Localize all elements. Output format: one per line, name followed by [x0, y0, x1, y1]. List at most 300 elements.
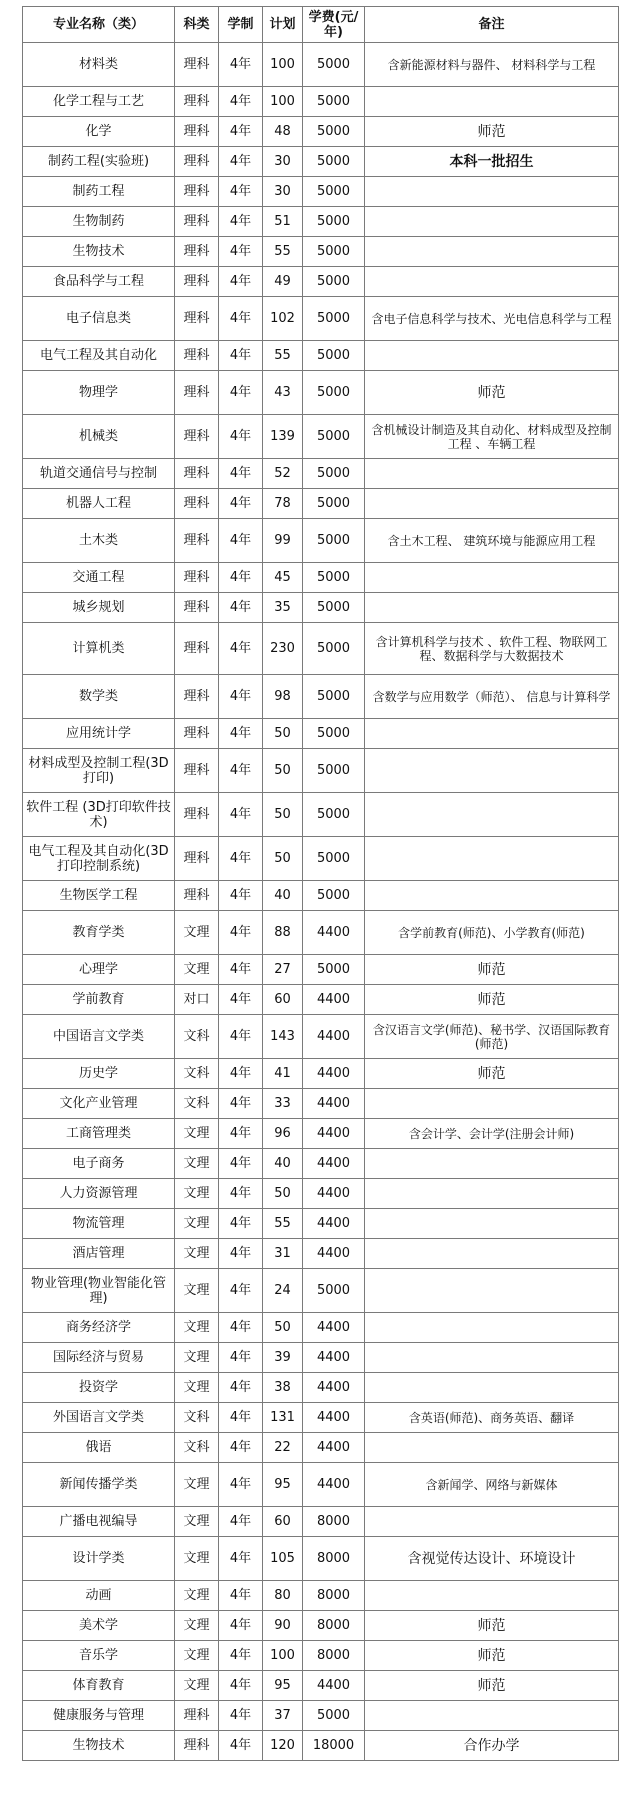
major-name-cell: 教育学类 — [23, 911, 175, 955]
table-row — [23, 881, 619, 911]
plan-cell: 40 — [263, 881, 303, 911]
table-row — [23, 489, 619, 519]
plan-cell: 50 — [263, 1179, 303, 1209]
duration-cell: 4年 — [219, 489, 263, 519]
major-name-cell: 应用统计学 — [23, 719, 175, 749]
table-row — [23, 719, 619, 749]
duration-cell: 4年 — [219, 87, 263, 117]
tuition-cell: 5000 — [303, 489, 365, 519]
major-name-cell: 商务经济学 — [23, 1313, 175, 1343]
plan-cell: 51 — [263, 207, 303, 237]
tuition-cell: 4400 — [303, 1343, 365, 1373]
tuition-cell: 5000 — [303, 563, 365, 593]
plan-cell: 78 — [263, 489, 303, 519]
plan-cell: 105 — [263, 1537, 303, 1581]
category-cell: 文科 — [175, 1089, 219, 1119]
remarks-cell — [365, 1239, 619, 1269]
remarks-cell — [365, 881, 619, 911]
remarks-cell — [365, 1313, 619, 1343]
plan-cell: 35 — [263, 593, 303, 623]
remarks-cell: 含土木工程、 建筑环境与能源应用工程 — [365, 519, 619, 563]
table-row — [23, 519, 619, 563]
table-row — [23, 1059, 619, 1089]
category-cell: 对口 — [175, 985, 219, 1015]
header-category: 科类 — [175, 7, 219, 43]
plan-cell: 48 — [263, 117, 303, 147]
remarks-cell — [365, 563, 619, 593]
remarks-cell — [365, 593, 619, 623]
table-row — [23, 459, 619, 489]
table-row — [23, 1343, 619, 1373]
plan-cell: 45 — [263, 563, 303, 593]
header-tuition: 学费(元/年) — [303, 7, 365, 43]
category-cell: 文理 — [175, 1611, 219, 1641]
duration-cell: 4年 — [219, 177, 263, 207]
category-cell: 理科 — [175, 719, 219, 749]
category-cell: 文理 — [175, 1119, 219, 1149]
major-name-cell: 土木类 — [23, 519, 175, 563]
major-name-cell: 美术学 — [23, 1611, 175, 1641]
category-cell: 文科 — [175, 1059, 219, 1089]
table-row — [23, 563, 619, 593]
duration-cell: 4年 — [219, 371, 263, 415]
tuition-cell: 5000 — [303, 837, 365, 881]
tuition-cell: 5000 — [303, 43, 365, 87]
table-row — [23, 297, 619, 341]
tuition-cell: 4400 — [303, 1089, 365, 1119]
table-row — [23, 1209, 619, 1239]
table-row — [23, 837, 619, 881]
tuition-cell: 5000 — [303, 87, 365, 117]
category-cell: 理科 — [175, 371, 219, 415]
duration-cell: 4年 — [219, 43, 263, 87]
duration-cell: 4年 — [219, 793, 263, 837]
major-name-cell: 数学类 — [23, 675, 175, 719]
tuition-cell: 5000 — [303, 267, 365, 297]
table-row — [23, 341, 619, 371]
category-cell: 文理 — [175, 1507, 219, 1537]
category-cell: 文理 — [175, 1581, 219, 1611]
category-cell: 理科 — [175, 1731, 219, 1761]
remarks-cell — [365, 177, 619, 207]
remarks-cell — [365, 341, 619, 371]
category-cell: 理科 — [175, 297, 219, 341]
plan-cell: 50 — [263, 719, 303, 749]
tuition-cell: 5000 — [303, 519, 365, 563]
category-cell: 理科 — [175, 881, 219, 911]
remarks-cell: 含视觉传达设计、环境设计 — [365, 1537, 619, 1581]
plan-cell: 50 — [263, 793, 303, 837]
major-name-cell: 电气工程及其自动化(3D打印控制系统) — [23, 837, 175, 881]
major-name-cell: 国际经济与贸易 — [23, 1343, 175, 1373]
duration-cell: 4年 — [219, 911, 263, 955]
plan-cell: 98 — [263, 675, 303, 719]
tuition-cell: 5000 — [303, 415, 365, 459]
table-row — [23, 793, 619, 837]
remarks-cell: 师范 — [365, 1059, 619, 1089]
duration-cell: 4年 — [219, 1433, 263, 1463]
tuition-cell: 5000 — [303, 675, 365, 719]
duration-cell: 4年 — [219, 1239, 263, 1269]
duration-cell: 4年 — [219, 459, 263, 489]
major-name-cell: 食品科学与工程 — [23, 267, 175, 297]
duration-cell: 4年 — [219, 1179, 263, 1209]
remarks-cell: 含学前教育(师范)、小学教育(师范) — [365, 911, 619, 955]
remarks-cell: 师范 — [365, 117, 619, 147]
tuition-cell: 8000 — [303, 1611, 365, 1641]
remarks-cell — [365, 207, 619, 237]
table-row — [23, 43, 619, 87]
major-name-cell: 生物技术 — [23, 1731, 175, 1761]
tuition-cell: 5000 — [303, 623, 365, 675]
tuition-cell: 5000 — [303, 341, 365, 371]
major-name-cell: 健康服务与管理 — [23, 1701, 175, 1731]
table-row — [23, 985, 619, 1015]
plan-cell: 31 — [263, 1239, 303, 1269]
plan-cell: 27 — [263, 955, 303, 985]
remarks-cell — [365, 1343, 619, 1373]
category-cell: 文理 — [175, 1641, 219, 1671]
category-cell: 理科 — [175, 341, 219, 371]
header-remarks: 备注 — [365, 7, 619, 43]
duration-cell: 4年 — [219, 1313, 263, 1343]
table-row — [23, 147, 619, 177]
tuition-cell: 18000 — [303, 1731, 365, 1761]
plan-cell: 95 — [263, 1671, 303, 1701]
plan-cell: 60 — [263, 985, 303, 1015]
category-cell: 文理 — [175, 1373, 219, 1403]
remarks-cell: 含新能源材料与器件、 材料科学与工程 — [365, 43, 619, 87]
remarks-cell — [365, 749, 619, 793]
major-name-cell: 制药工程 — [23, 177, 175, 207]
major-name-cell: 化学工程与工艺 — [23, 87, 175, 117]
remarks-cell — [365, 1149, 619, 1179]
category-cell: 理科 — [175, 623, 219, 675]
table-row — [23, 1701, 619, 1731]
remarks-cell: 师范 — [365, 955, 619, 985]
plan-cell: 90 — [263, 1611, 303, 1641]
category-cell: 理科 — [175, 593, 219, 623]
tuition-cell: 4400 — [303, 1015, 365, 1059]
plan-cell: 100 — [263, 1641, 303, 1671]
table-row — [23, 1433, 619, 1463]
plan-cell: 96 — [263, 1119, 303, 1149]
plan-cell: 100 — [263, 43, 303, 87]
plan-cell: 55 — [263, 237, 303, 267]
plan-cell: 55 — [263, 341, 303, 371]
duration-cell: 4年 — [219, 297, 263, 341]
duration-cell: 4年 — [219, 623, 263, 675]
table-row — [23, 371, 619, 415]
table-row — [23, 1537, 619, 1581]
major-name-cell: 制药工程(实验班) — [23, 147, 175, 177]
admission-plan-table — [22, 6, 619, 1761]
duration-cell: 4年 — [219, 207, 263, 237]
table-row — [23, 675, 619, 719]
duration-cell: 4年 — [219, 1343, 263, 1373]
major-name-cell: 机器人工程 — [23, 489, 175, 519]
remarks-cell: 含数学与应用数学（师范）、 信息与计算科学 — [365, 675, 619, 719]
tuition-cell: 5000 — [303, 207, 365, 237]
duration-cell: 4年 — [219, 593, 263, 623]
category-cell: 理科 — [175, 489, 219, 519]
remarks-cell: 含汉语言文学(师范)、秘书学、汉语国际教育(师范) — [365, 1015, 619, 1059]
duration-cell: 4年 — [219, 1089, 263, 1119]
major-name-cell: 物理学 — [23, 371, 175, 415]
category-cell: 文理 — [175, 1149, 219, 1179]
table-row — [23, 237, 619, 267]
table-row — [23, 117, 619, 147]
table-row — [23, 1269, 619, 1313]
header-row — [23, 7, 619, 43]
major-name-cell: 材料类 — [23, 43, 175, 87]
major-name-cell: 广播电视编导 — [23, 1507, 175, 1537]
duration-cell: 4年 — [219, 1015, 263, 1059]
tuition-cell: 5000 — [303, 881, 365, 911]
duration-cell: 4年 — [219, 955, 263, 985]
tuition-cell: 5000 — [303, 297, 365, 341]
table-row — [23, 1373, 619, 1403]
table-row — [23, 1611, 619, 1641]
table-row — [23, 1731, 619, 1761]
major-name-cell: 机械类 — [23, 415, 175, 459]
remarks-cell — [365, 237, 619, 267]
major-name-cell: 生物医学工程 — [23, 881, 175, 911]
duration-cell: 4年 — [219, 117, 263, 147]
duration-cell: 4年 — [219, 675, 263, 719]
tuition-cell: 5000 — [303, 719, 365, 749]
tuition-cell: 4400 — [303, 1313, 365, 1343]
duration-cell: 4年 — [219, 1701, 263, 1731]
remarks-cell: 师范 — [365, 1671, 619, 1701]
category-cell: 理科 — [175, 793, 219, 837]
table-row — [23, 87, 619, 117]
plan-cell: 41 — [263, 1059, 303, 1089]
header-duration: 学制 — [219, 7, 263, 43]
table-row — [23, 415, 619, 459]
tuition-cell: 8000 — [303, 1507, 365, 1537]
category-cell: 文科 — [175, 1015, 219, 1059]
major-name-cell: 文化产业管理 — [23, 1089, 175, 1119]
major-name-cell: 工商管理类 — [23, 1119, 175, 1149]
tuition-cell: 4400 — [303, 1433, 365, 1463]
major-name-cell: 化学 — [23, 117, 175, 147]
table-row — [23, 207, 619, 237]
remarks-cell — [365, 719, 619, 749]
header-plan: 计划 — [263, 7, 303, 43]
major-name-cell: 中国语言文学类 — [23, 1015, 175, 1059]
tuition-cell: 4400 — [303, 1149, 365, 1179]
major-name-cell: 历史学 — [23, 1059, 175, 1089]
table-header — [23, 7, 619, 43]
duration-cell: 4年 — [219, 1059, 263, 1089]
remarks-cell: 师范 — [365, 985, 619, 1015]
category-cell: 文理 — [175, 1537, 219, 1581]
major-name-cell: 音乐学 — [23, 1641, 175, 1671]
remarks-cell: 含新闻学、网络与新媒体 — [365, 1463, 619, 1507]
major-name-cell: 轨道交通信号与控制 — [23, 459, 175, 489]
major-name-cell: 酒店管理 — [23, 1239, 175, 1269]
major-name-cell: 新闻传播学类 — [23, 1463, 175, 1507]
duration-cell: 4年 — [219, 1537, 263, 1581]
table-row — [23, 1641, 619, 1671]
duration-cell: 4年 — [219, 1403, 263, 1433]
tuition-cell: 5000 — [303, 177, 365, 207]
category-cell: 文理 — [175, 1179, 219, 1209]
category-cell: 文理 — [175, 1463, 219, 1507]
table-row — [23, 1179, 619, 1209]
plan-cell: 49 — [263, 267, 303, 297]
duration-cell: 4年 — [219, 881, 263, 911]
category-cell: 理科 — [175, 267, 219, 297]
category-cell: 文科 — [175, 1433, 219, 1463]
major-name-cell: 城乡规划 — [23, 593, 175, 623]
category-cell: 文理 — [175, 955, 219, 985]
table-row — [23, 1119, 619, 1149]
category-cell: 理科 — [175, 459, 219, 489]
remarks-cell — [365, 267, 619, 297]
tuition-cell: 5000 — [303, 1269, 365, 1313]
plan-cell: 24 — [263, 1269, 303, 1313]
tuition-cell: 4400 — [303, 1463, 365, 1507]
tuition-cell: 5000 — [303, 459, 365, 489]
duration-cell: 4年 — [219, 1209, 263, 1239]
duration-cell: 4年 — [219, 1671, 263, 1701]
duration-cell: 4年 — [219, 1269, 263, 1313]
plan-cell: 37 — [263, 1701, 303, 1731]
plan-cell: 50 — [263, 749, 303, 793]
table-row — [23, 1239, 619, 1269]
table-row — [23, 1015, 619, 1059]
duration-cell: 4年 — [219, 1641, 263, 1671]
plan-cell: 131 — [263, 1403, 303, 1433]
category-cell: 文理 — [175, 1313, 219, 1343]
tuition-cell: 5000 — [303, 593, 365, 623]
major-name-cell: 计算机类 — [23, 623, 175, 675]
major-name-cell: 交通工程 — [23, 563, 175, 593]
major-name-cell: 心理学 — [23, 955, 175, 985]
table-row — [23, 177, 619, 207]
duration-cell: 4年 — [219, 341, 263, 371]
category-cell: 理科 — [175, 237, 219, 267]
table-row — [23, 1507, 619, 1537]
plan-cell: 95 — [263, 1463, 303, 1507]
duration-cell: 4年 — [219, 563, 263, 593]
category-cell: 文科 — [175, 1403, 219, 1433]
plan-cell: 139 — [263, 415, 303, 459]
duration-cell: 4年 — [219, 985, 263, 1015]
category-cell: 理科 — [175, 207, 219, 237]
duration-cell: 4年 — [219, 1463, 263, 1507]
major-name-cell: 生物技术 — [23, 237, 175, 267]
plan-cell: 22 — [263, 1433, 303, 1463]
tuition-cell: 4400 — [303, 1209, 365, 1239]
plan-cell: 43 — [263, 371, 303, 415]
remarks-cell — [365, 1269, 619, 1313]
remarks-cell — [365, 1179, 619, 1209]
table-row — [23, 955, 619, 985]
remarks-cell — [365, 837, 619, 881]
duration-cell: 4年 — [219, 1731, 263, 1761]
duration-cell: 4年 — [219, 237, 263, 267]
major-name-cell: 外国语言文学类 — [23, 1403, 175, 1433]
duration-cell: 4年 — [219, 519, 263, 563]
remarks-cell: 含英语(师范)、商务英语、翻译 — [365, 1403, 619, 1433]
major-name-cell: 设计学类 — [23, 1537, 175, 1581]
table-row — [23, 623, 619, 675]
remarks-cell — [365, 1701, 619, 1731]
remarks-cell: 师范 — [365, 1611, 619, 1641]
remarks-cell: 师范 — [365, 371, 619, 415]
duration-cell: 4年 — [219, 1507, 263, 1537]
table-row — [23, 1149, 619, 1179]
category-cell: 文理 — [175, 911, 219, 955]
remarks-cell: 含会计学、会计学(注册会计师) — [365, 1119, 619, 1149]
plan-cell: 143 — [263, 1015, 303, 1059]
tuition-cell: 8000 — [303, 1581, 365, 1611]
major-name-cell: 材料成型及控制工程(3D打印) — [23, 749, 175, 793]
table-row — [23, 911, 619, 955]
major-name-cell: 生物制药 — [23, 207, 175, 237]
category-cell: 文理 — [175, 1209, 219, 1239]
remarks-cell: 含电子信息科学与技术、光电信息科学与工程 — [365, 297, 619, 341]
category-cell: 理科 — [175, 675, 219, 719]
major-name-cell: 软件工程 (3D打印软件技术) — [23, 793, 175, 837]
category-cell: 理科 — [175, 563, 219, 593]
major-name-cell: 学前教育 — [23, 985, 175, 1015]
table-row — [23, 1313, 619, 1343]
plan-cell: 99 — [263, 519, 303, 563]
header-major-name: 专业名称（类） — [23, 7, 175, 43]
remarks-cell: 含机械设计制造及其自动化、材料成型及控制工程 、车辆工程 — [365, 415, 619, 459]
duration-cell: 4年 — [219, 837, 263, 881]
major-name-cell: 电子商务 — [23, 1149, 175, 1179]
tuition-cell: 5000 — [303, 749, 365, 793]
major-name-cell: 电子信息类 — [23, 297, 175, 341]
category-cell: 文理 — [175, 1239, 219, 1269]
remarks-cell — [365, 1209, 619, 1239]
major-name-cell: 物流管理 — [23, 1209, 175, 1239]
plan-cell: 33 — [263, 1089, 303, 1119]
plan-cell: 39 — [263, 1343, 303, 1373]
remarks-cell — [365, 1373, 619, 1403]
major-name-cell: 人力资源管理 — [23, 1179, 175, 1209]
category-cell: 理科 — [175, 1701, 219, 1731]
category-cell: 理科 — [175, 415, 219, 459]
category-cell: 理科 — [175, 117, 219, 147]
plan-cell: 100 — [263, 87, 303, 117]
duration-cell: 4年 — [219, 1149, 263, 1179]
major-name-cell: 电气工程及其自动化 — [23, 341, 175, 371]
tuition-cell: 4400 — [303, 1239, 365, 1269]
category-cell: 理科 — [175, 87, 219, 117]
major-name-cell: 投资学 — [23, 1373, 175, 1403]
remarks-cell — [365, 793, 619, 837]
remarks-cell — [365, 459, 619, 489]
tuition-cell: 4400 — [303, 1059, 365, 1089]
plan-cell: 38 — [263, 1373, 303, 1403]
plan-cell: 40 — [263, 1149, 303, 1179]
remarks-cell: 含计算机科学与技术 、软件工程、物联网工程、数据科学与大数据技术 — [365, 623, 619, 675]
plan-cell: 80 — [263, 1581, 303, 1611]
tuition-cell: 5000 — [303, 147, 365, 177]
remarks-cell — [365, 1507, 619, 1537]
duration-cell: 4年 — [219, 1373, 263, 1403]
remarks-cell — [365, 489, 619, 519]
table-row — [23, 749, 619, 793]
category-cell: 理科 — [175, 177, 219, 207]
plan-cell: 55 — [263, 1209, 303, 1239]
